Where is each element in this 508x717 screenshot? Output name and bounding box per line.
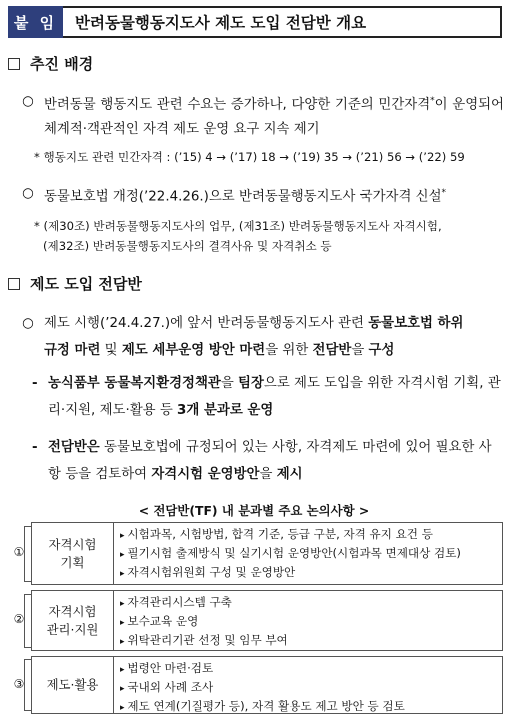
circle-bullet-icon: ○ (22, 94, 34, 109)
circle-bullet-icon: ○ (22, 316, 34, 331)
attachment-badge: 붙 임 (8, 6, 63, 38)
doc-header (8, 6, 502, 38)
section-taskforce-heading: 제도 도입 전담반 (8, 273, 142, 294)
taskforce-dash-1: - 농식품부 동물복지환경정책관을 팀장으로 제도 도입을 위한 자격시험 기획, 관리·지원, 제도·활용 등 3개 분과로 운영 (32, 376, 501, 418)
square-icon (8, 58, 20, 70)
law-article-note: * (제30조) 반려동물행동지도사의 업무, (제31조) 반려동물행동지도사 자격시험, (제32조) 반려동물행동지도사의 결격사유 및 자격취소 등 (34, 219, 442, 253)
table-caption: < 전담반(TF) 내 분과별 주요 논의사항 > (138, 503, 370, 518)
private-cert-note: * 행동지도 관련 민간자격 : (’15) 4 → (’17) 18 → (’19) 35 → (’21) 56 → (’22) 59 (34, 150, 465, 164)
group-items: ▸ 법령안 마련·검토 ▸ 국내외 사례 조사 ▸ 제도 연계(기질평가 등), 자격 활용도 제고 방안 등 검토 (114, 657, 502, 713)
group-items: ▸ 시험과목, 시험방법, 합격 기준, 등급 구분, 자격 유지 요건 등 ▸ 필기시험 출제방식 및 실기시험 운영방안(시험과목 면제대상 검토) ▸ 자격시험위원회 구성 및 운영방안 (114, 523, 502, 584)
group-items: ▸ 자격관리시스템 구축 ▸ 보수교육 운영 ▸ 위탁관리기관 선정 및 임무 부여 (114, 591, 502, 650)
circle-bullet-icon: ○ (22, 186, 34, 201)
group-name: 자격시험 기획 (32, 523, 114, 584)
group-name: 자격시험 관리·지원 (32, 591, 114, 650)
square-icon (8, 278, 20, 290)
taskforce-bullet: ○ 제도 시행(’24.4.27.)에 앞서 반려동물행동지도사 관련 동물보호법 하위 규정 마련 및 제도 세부운영 방안 마련을 위한 전담반을 구성 (20, 310, 504, 364)
group-name: 제도·활용 (32, 657, 114, 713)
group-row-1: ① 자격시험 기획 ▸ 시험과목, 시험방법, 합격 기준, 등급 구분, 자격 유지 요건 등 ▸ 필기시험 출제방식 및 실기시험 운영방안(시험과목 면제대상 검토) ▸ 자격시험위원회 구성 및 운영방안 (31, 522, 503, 585)
section-background-heading: 추진 배경 (8, 53, 93, 74)
background-bullet-1: ○ 반려동물 행동지도 관련 수요는 증가하나, 다양한 기준의 민간자격*이 운영되어 체계적·객관적인 자격 제도 운영 요구 지속 제기 (20, 89, 504, 142)
taskforce-dash-2: - 전담반은 동물보호법에 규정되어 있는 사항, 자격제도 마련에 있어 필요한 사항 등을 검토하여 자격시험 운영방안을 제시 (32, 440, 492, 482)
group-row-2: ② 자격시험 관리·지원 ▸ 자격관리시스템 구축 ▸ 보수교육 운영 ▸ 위탁관리기관 선정 및 임무 부여 (31, 590, 503, 651)
doc-title: 반려동물행동지도사 제도 도입 전담반 개요 (63, 6, 502, 38)
background-bullet-2: ○ 동물보호법 개정(’22.4.26.)으로 반려동물행동지도사 국가자격 신설* (20, 181, 504, 209)
group-row-3: ③ 제도·활용 ▸ 법령안 마련·검토 ▸ 국내외 사례 조사 ▸ 제도 연계(기질평가 등), 자격 활용도 제고 방안 등 검토 (31, 656, 503, 714)
